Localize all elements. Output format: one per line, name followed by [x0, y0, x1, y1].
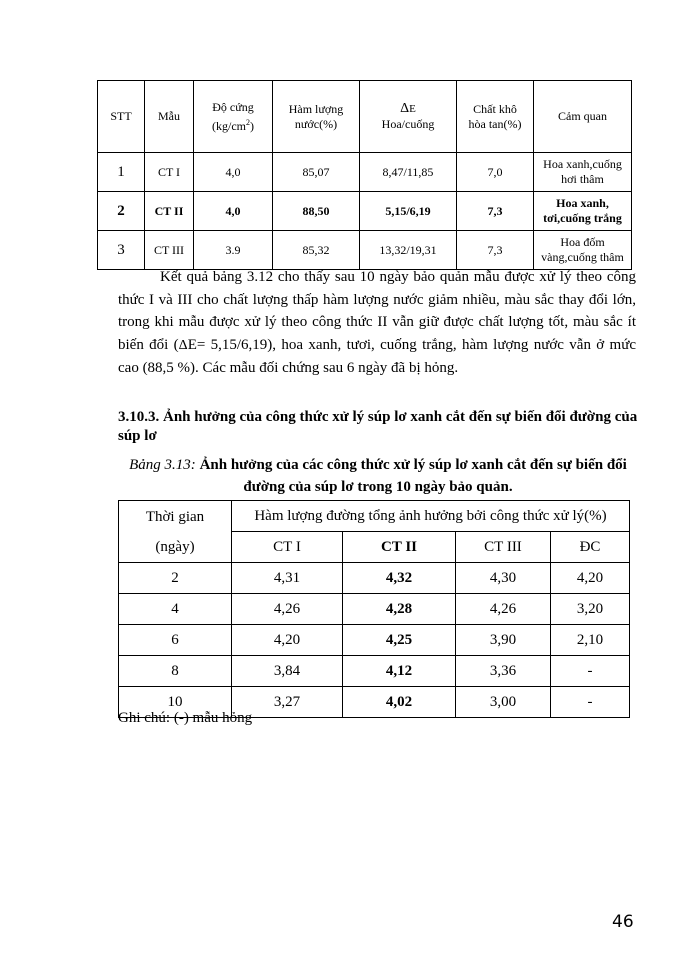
delta-symbol: Δ [178, 337, 188, 353]
table-row: 8 3,84 4,12 3,36 - [119, 656, 630, 687]
header-delta-e: ΔE Hoa/cuống [360, 81, 457, 153]
table-header-row [98, 81, 632, 153]
table-row: 3 CT III 3.9 85,32 13,32/19,31 7,3 Hoa đốm vàng,cuống thâm [98, 231, 632, 270]
table-note: Ghi chú: (-) mẫu hỏng [118, 710, 253, 726]
table-row: 4 4,26 4,28 4,26 3,20 [119, 594, 630, 625]
section-heading: 3.10.3. Ảnh hưởng của công thức xử lý súp lơ xanh cắt đến sự biến đổi đường của súp lơ [118, 409, 638, 444]
header-water: Hàm lượng nước(%) [273, 81, 360, 153]
table-row: 6 4,20 4,25 3,90 2,10 [119, 625, 630, 656]
table-row: 2 4,31 4,32 4,30 4,20 [119, 563, 630, 594]
table-row: 2 CT II 4,0 88,50 5,15/6,19 7,3 Hoa xanh, tơi,cuống trắng [98, 192, 632, 231]
table-header-row: CT I CT II CT III ĐC [119, 532, 630, 563]
sensory-cell: Hoa đốm vàng,cuống thâm [534, 231, 632, 270]
sensory-cell: Hoa xanh, tơi,cuống trắng [534, 192, 632, 231]
page-number: 46 [612, 912, 634, 932]
delta-symbol: Δ [400, 101, 410, 116]
header-hardness: Độ cứng $(kg/cm^2)$ [194, 81, 273, 153]
quality-table [97, 80, 632, 270]
header-stt: STT [98, 81, 145, 153]
header-sugar-group: Hàm lượng đường tổng ảnh hưởng bởi công thức xử lý(%) [232, 501, 630, 532]
table-row: 10 3,27 4,02 3,00 - [119, 687, 630, 718]
header-sensory: Cảm quan [534, 81, 632, 153]
header-solids: Chất khô hòa tan(%) [457, 81, 534, 153]
table-row: 1 CT I 4,0 85,07 8,47/11,85 7,0 Hoa xanh,cuống hơi thâm [98, 153, 632, 192]
sensory-cell: Hoa xanh,cuống hơi thâm [534, 153, 632, 192]
table-caption: Bảng 3.13: Ảnh hưởng của các công thức xử lý súp lơ xanh cắt đến sự biến đổi đường của súp lơ trong 10 ngày bảo quản. [129, 457, 627, 495]
table-header-row [119, 501, 630, 532]
header-sample: Mẫu [145, 81, 194, 153]
header-time: Thời gian (ngày) [119, 501, 232, 563]
sugar-table [118, 500, 630, 718]
results-paragraph: Kết quả bảng 3.12 cho thấy sau 10 ngày bảo quản mẫu được xử lý theo công thức I và III cho chất lượng thấp hàm lượng nước giảm nhiều, màu sắc thay đổi lớn, trong khi mẫu được xử lý theo công thức II vẫn giữ được chất lượng tốt, màu sắc ít biến đổi (ΔE= 5,15/6,19), hoa xanh, tươi, cuống trắng, hàm lượng nước vẫn ở mức cao (88,5 %). Các mẫu đối chứng sau 6 ngày đã bị hỏng. [118, 269, 636, 376]
